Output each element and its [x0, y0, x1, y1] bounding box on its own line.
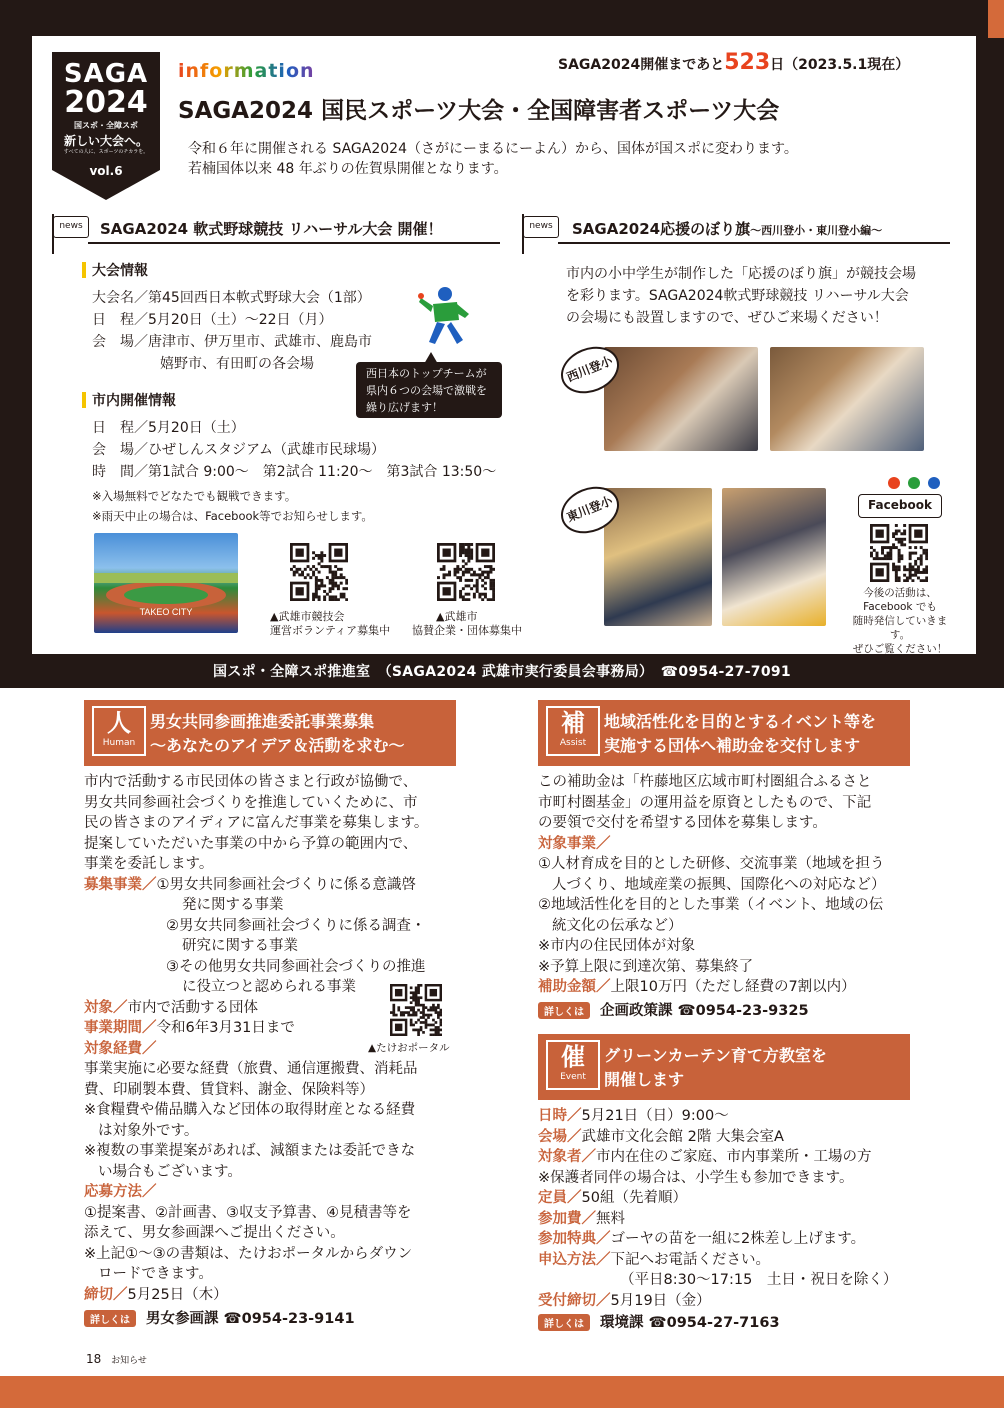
speech-bubble — [356, 362, 502, 418]
news-left-title: SAGA2024 軟式野球競技 リハーサル大会 開催！ — [100, 220, 443, 238]
event-title-1: グリーンカーテン育て方教室を — [604, 1046, 827, 1065]
info-title: SAGA2024 国民スポーツ大会・全国障害者スポーツ大会 — [178, 98, 780, 124]
photo-higashikawanobori-1 — [604, 488, 712, 626]
info-intro-2: 若楠国体以来 48 年ぶりの佐賀県開催となります。 — [188, 161, 508, 177]
logo-vol: vol.6 — [89, 164, 123, 178]
assist-detail-tag: 詳しくは — [538, 1002, 590, 1019]
tournament-venue-2: 嬉野市、有田町の各会場 — [160, 356, 314, 372]
qr2-caption-2: 協賛企業・団体募集中 — [412, 624, 522, 637]
assist-title-1: 地域活性化を目的とするイベント等を — [604, 712, 877, 731]
news-left-underline — [88, 242, 500, 244]
tournament-name: 大会名／第45回西日本軟式野球大会（1部） — [92, 290, 371, 306]
qr-code-takeo-portal[interactable] — [390, 984, 442, 1036]
human-contact[interactable]: 男女参画課 ☎0954-23-9141 — [146, 1311, 355, 1327]
page-footer — [86, 1352, 147, 1366]
assist-title-2: 実施する団体へ補助金を交付します — [604, 736, 861, 755]
human-title-2: ～あなたのアイデア＆活動を求む～ — [150, 736, 405, 755]
photo-nishikawanobori-1 — [604, 347, 758, 451]
local-date: 日 程／5月20日（土） — [92, 420, 245, 436]
facebook-note: 今後の活動は、 Facebook でも 随時発信していきます。 ぜひご覧ください！ — [852, 587, 948, 655]
countdown-number: 523 — [724, 50, 771, 75]
sports-office-contact: 国スポ・全障スポ推進室 （SAGA2024 武雄市実行委員会事務局） ☎0954-27-7091 — [213, 664, 791, 680]
event-detail-tag: 詳しくは — [538, 1314, 590, 1331]
label-nishikawanobori: 西川登小 — [554, 338, 626, 401]
assist-icon: 補 Assist — [546, 706, 600, 756]
qr1-caption-1: ▲武雄市競技会 — [270, 610, 345, 623]
local-venue: 会 場／ひぜしんスタジアム（武雄市民球場） — [92, 442, 386, 458]
qr-code-sponsor[interactable] — [437, 543, 495, 601]
event-icon: 催 Event — [546, 1040, 600, 1090]
note-rain: ※雨天中止の場合は、Facebook等でお知らせします。 — [92, 509, 373, 523]
logo-sub: 国スポ・全障スポ — [74, 121, 138, 130]
flag-desc-3: の会場にも設置しますので、ぜひご来場ください！ — [566, 310, 888, 326]
tournament-venue: 会 場／唐津市、伊万里市、武雄市、鹿島市 — [92, 334, 372, 350]
bubble-line-1: 西日本のトップチームが — [366, 367, 487, 380]
photo-nishikawanobori-2 — [770, 347, 924, 451]
bubble-tail — [424, 352, 438, 364]
qr-code-facebook[interactable] — [870, 524, 928, 582]
news-flag-right: news — [523, 216, 559, 238]
tournament-dates: 日 程／5月20日（土）～22日（月） — [92, 312, 333, 328]
news-flag-left: news — [53, 216, 89, 238]
facebook-label[interactable]: Facebook — [858, 494, 942, 518]
sec-tournament-info: 大会情報 — [92, 263, 148, 279]
logo-tagline: すべての人に、スポーツのチカラを。 — [63, 149, 149, 155]
human-icon: 人 Human — [92, 706, 146, 756]
yellow-bar — [82, 392, 86, 408]
event-contact[interactable]: 環境課 ☎0954-27-7163 — [600, 1315, 780, 1331]
stadium-photo — [94, 533, 238, 633]
bubble-line-2: 県内６つの会場で激戦を — [366, 384, 487, 397]
baseball-player-illustration — [415, 284, 475, 354]
page-section: お知らせ — [111, 1356, 147, 1366]
flag-desc-2: を彩ります。SAGA2024軟式野球競技 リハーサル大会 — [566, 288, 909, 304]
human-detail-tag: 詳しくは — [84, 1310, 136, 1327]
saga2024-logo — [52, 52, 160, 200]
qr1-caption-2: 運営ボランティア募集中 — [270, 624, 391, 637]
assist-contact[interactable]: 企画政策課 ☎0954-23-9325 — [600, 1003, 809, 1019]
photo-higashikawanobori-2 — [722, 488, 826, 626]
mascot-illustration — [884, 474, 944, 492]
flag-desc-1: 市内の小中学生が制作した「応援のぼり旗」が競技会場 — [566, 266, 916, 282]
qr-code-volunteer[interactable] — [290, 543, 348, 601]
event-body: 日時／5月21日（日）9:00～ 会場／武雄市文化会館 2階 大集会室A 対象者／市内在住のご家庭、市内事業所・工場の方 ※保護者同伴の場合は、小学生も参加できます。 定員／50組（先着順） 参加費／無料 参加特典／ゴーヤの苗を一組に2株差し上げます。 申込方法／下記へお電話ください。 （平日8:30～17:15 土日・祝日を除く） 受付締切／5月19日（金） — [538, 1108, 898, 1309]
logo-2024: 2024 — [64, 85, 148, 120]
bubble-line-3: 繰り広げます！ — [366, 401, 443, 414]
local-times: 時 間／第1試合 9:00～ 第2試合 11:20～ 第3試合 13:50～ — [92, 464, 497, 480]
logo-saga: SAGA — [63, 59, 149, 89]
label-higashikawanobori: 東川登小 — [554, 478, 626, 541]
human-body: 市内で活動する市民団体の皆さまと行政が協働で、 男女共同参画社会づくりを推進していくために、市 民の皆さまのアイディアに富んだ事業を募集します。 提案していただいた事業の中から予算の範囲内で、 事業を委託します。 募集事業／①男女共同参画社会づくりに係る意識啓 発に関する事業 ②男女共同参画社会づくりに係る調査・ 研究に関する事業 ③その他男女共同参画社会づくりの推進 に役立つと認められる事業 対象／市内で活動する団体 事業期間／令和6年3月31日まで 対象経費／ 事業実施に必要な経費（旅費、通信運搬費、消耗品 費、印刷製本費、賃貸料、謝金、保険料等） ※食糧費や備品購入など団体の取得財産となる経費 は対象外です。 ※複数の事業提案があれば、減額または委託できな い場合もございます。 応募方法／ ①提案書、②計画書、③収支予算書、④見積書等を 添えて、男女参画課へご提出ください。 ※上記①～③の書類は、たけおポータルからダウン ロードできます。 締切／5月25日（木） — [84, 774, 429, 1303]
info-kicker: information — [178, 60, 315, 82]
event-title-2: 開催します — [604, 1070, 685, 1089]
stadium-sign: TAKEO CITY — [139, 607, 193, 617]
qr2-caption-1: ▲武雄市 — [436, 610, 478, 623]
logo-slogan: 新しい大会へ。 — [63, 134, 148, 148]
yellow-bar — [82, 262, 86, 278]
bottom-band — [0, 1376, 1004, 1408]
countdown: SAGA2024開催まであと523日（2023.5.1現在） — [558, 50, 910, 75]
note-free-entry: ※入場無料でどなたでも観戦できます。 — [92, 489, 297, 503]
news-right-underline — [558, 242, 950, 244]
info-intro-1: 令和６年に開催される SAGA2024（さがにーまるにーよん）から、国体が国スポに変わります。 — [188, 141, 798, 157]
news-right-title: SAGA2024応援のぼり旗～西川登小・東川登小編～ — [572, 220, 883, 238]
corner-accent — [988, 0, 1004, 38]
human-title-1: 男女共同参画推進委託事業募集 — [150, 712, 375, 731]
qr-caption-portal: ▲たけおポータル — [368, 1042, 450, 1054]
page-number: 18 — [86, 1352, 102, 1366]
assist-body: この補助金は「杵藤地区広域市町村圏組合ふるさと 市町村圏基金」の運用益を原資としたもので、下記 の要領で交付を希望する団体を募集します。 対象事業／ ①人材育成を目的とした研修、交流事業（地域を担う 人づくり、地域産業の振興、国際化への対応など） ②地域活性化を目的とした事業（イベント、地域の伝 統文化の伝承など） ※市内の住民団体が対象 ※予算上限に到達次第、募集終了 補助金額／上限10万円（ただし経費の7割以内） — [538, 774, 886, 995]
sec-local-info: 市内開催情報 — [92, 393, 176, 409]
